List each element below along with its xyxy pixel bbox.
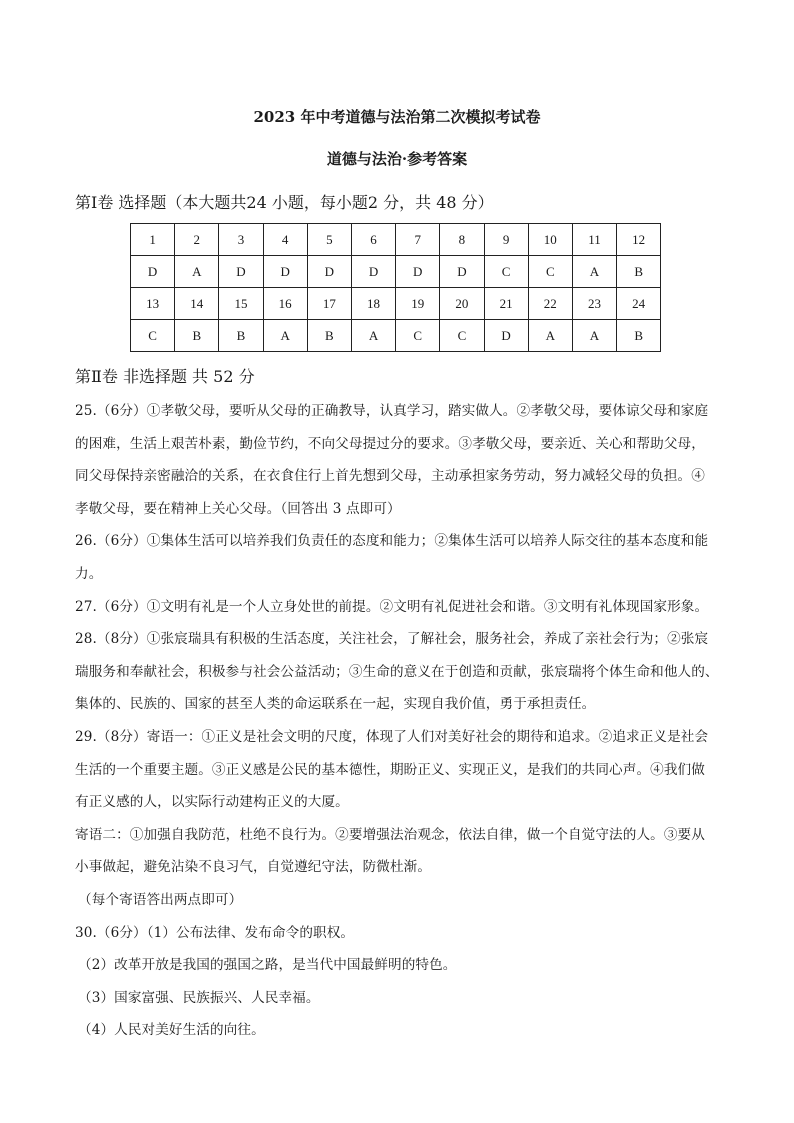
answer-cell: D [484, 320, 528, 352]
question-number: 16 [263, 288, 307, 320]
text-line: 小事做起，避免沾染不良习气，自觉遵纪守法，防微杜渐。 [75, 859, 432, 876]
answer-cell: A [572, 320, 616, 352]
text-line: 集体的、民族的、国家的甚至人类的命运联系在一起，实现自我价值，勇于承担责任。 [75, 696, 596, 713]
question-number: 5 [307, 224, 351, 256]
text-line: 29.（8分）寄语一：①正义是社会文明的尺度，体现了人们对美好社会的期待和追求。②追求正义是社会 [75, 728, 709, 745]
section-2-heading: 第Ⅱ卷 非选择题 共 52 分 [75, 367, 255, 386]
answer-cell: A [572, 256, 616, 288]
text-line: 同父母保持亲密融洽的关系，在衣食住行上首先想到父母，主动承担家务劳动，努力减轻父母的负担。④ [75, 468, 705, 485]
question-number: 17 [307, 288, 351, 320]
answer-cell: C [440, 320, 484, 352]
question-number: 2 [175, 224, 219, 256]
answer-cell: D [396, 256, 440, 288]
table-row [131, 224, 661, 256]
question-number: 12 [617, 224, 661, 256]
question-number: 10 [528, 224, 572, 256]
question-number: 21 [484, 288, 528, 320]
answer-cell: D [351, 256, 395, 288]
text-line: （2）改革开放是我国的强国之路，是当代中国最鲜明的特色。 [78, 957, 457, 974]
text-line: 孝敬父母，要在精神上关心父母。（回答出 3 点即可） [75, 500, 401, 517]
table-row [131, 320, 661, 352]
document-title: 2023 年中考道德与法治第二次模拟考试卷 [253, 108, 541, 126]
text-line: 瑞服务和奉献社会，积极参与社会公益活动；③生命的意义在于创造和贡献，张宸瑞将个体生命和他人的、 [75, 663, 719, 680]
answer-table [130, 223, 661, 352]
text-line: 有正义感的人，以实际行动建构正义的大厦。 [75, 794, 349, 811]
question-number: 3 [219, 224, 263, 256]
text-line: 28.（8分）①张宸瑞具有积极的生活态度，关注社会，了解社会，服务社会，养成了亲社会行为；②张宸 [75, 631, 709, 648]
answer-cell: A [263, 320, 307, 352]
question-number: 11 [572, 224, 616, 256]
answer-cell: B [307, 320, 351, 352]
question-number: 8 [440, 224, 484, 256]
question-number: 13 [131, 288, 175, 320]
question-number: 18 [351, 288, 395, 320]
text-line: 力。 [75, 565, 103, 582]
answer-cell: A [528, 320, 572, 352]
text-line: 27.（6分）①文明有礼是一个人立身处世的前提。②文明有礼促进社会和谐。③文明有礼体现国家形象。 [75, 598, 709, 615]
text-line: 的困难，生活上艰苦朴素，勤俭节约，不向父母提过分的要求。③孝敬父母，要亲近、关心和帮助父母， [75, 435, 705, 452]
text-line: 26.（6分）①集体生活可以培养我们负责任的态度和能力；②集体生活可以培养人际交往的基本态度和能 [75, 533, 709, 550]
text-line: （4）人民对美好生活的向往。 [78, 1022, 265, 1039]
table-row [131, 288, 661, 320]
answer-cell: B [617, 256, 661, 288]
section-1-heading: 第Ⅰ卷 选择题（本大题共24 小题，每小题2 分，共 48 分） [75, 193, 494, 212]
answer-cell: B [175, 320, 219, 352]
text-line: 生活的一个重要主题。③正义感是公民的基本德性，期盼正义、实现正义，是我们的共同心声。④我们做 [75, 761, 705, 778]
question-number: 6 [351, 224, 395, 256]
question-number: 4 [263, 224, 307, 256]
document-subtitle: 道德与法治·参考答案 [326, 150, 468, 168]
text-line: 25.（6分）①孝敬父母，要听从父母的正确教导，认真学习，踏实做人。②孝敬父母，要体谅父母和家庭 [75, 403, 709, 419]
answer-text [75, 395, 730, 1047]
question-number: 9 [484, 224, 528, 256]
answer-cell: C [396, 320, 440, 352]
question-number: 24 [617, 288, 661, 320]
answer-cell: D [440, 256, 484, 288]
answer-cell: D [263, 256, 307, 288]
question-number: 7 [396, 224, 440, 256]
question-number: 23 [572, 288, 616, 320]
answer-cell: C [484, 256, 528, 288]
answer-cell: A [175, 256, 219, 288]
question-number: 1 [131, 224, 175, 256]
answer-cell: C [131, 320, 175, 352]
question-number: 15 [219, 288, 263, 320]
table-row [131, 256, 661, 288]
question-number: 19 [396, 288, 440, 320]
answer-cell: B [617, 320, 661, 352]
answer-cell: D [219, 256, 263, 288]
question-number: 22 [528, 288, 572, 320]
answer-cell: D [131, 256, 175, 288]
question-number: 20 [440, 288, 484, 320]
text-line: 寄语二：①加强自我防范，杜绝不良行为。②要增强法治观念，依法自律，做一个自觉守法的人。③要从 [75, 826, 705, 843]
text-line: （3）国家富强、民族振兴、人民幸福。 [78, 989, 320, 1006]
answer-cell: B [219, 320, 263, 352]
text-line: （每个寄语答出两点即可） [78, 891, 243, 908]
answer-cell: A [351, 320, 395, 352]
text-line: 30.（6分）（1）公布法律、发布命令的职权。 [75, 924, 355, 941]
question-number: 14 [175, 288, 219, 320]
answer-cell: C [528, 256, 572, 288]
answer-cell: D [307, 256, 351, 288]
